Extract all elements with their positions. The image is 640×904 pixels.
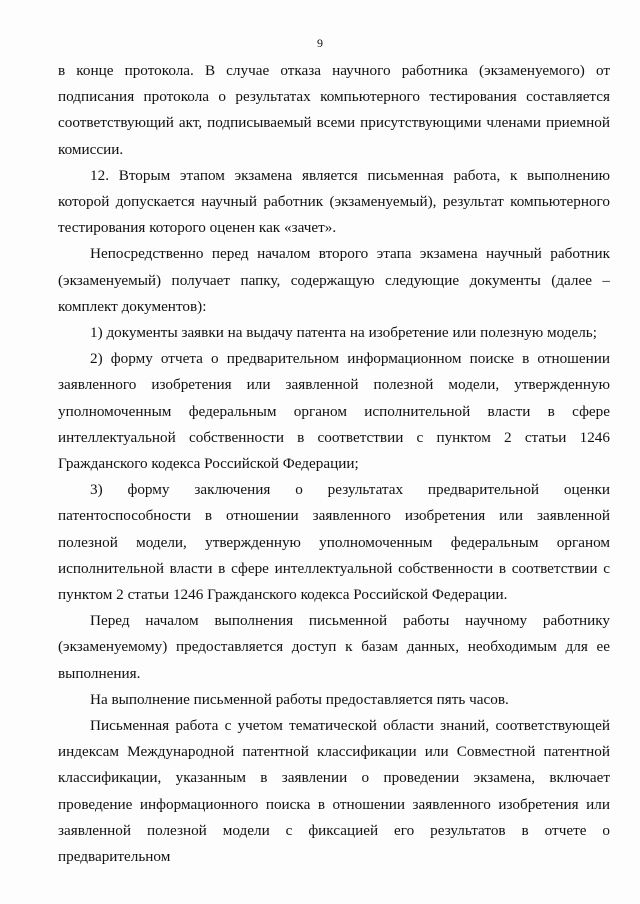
paragraph-written-work: Письменная работа с учетом тематической области знаний, соответствующей индексам Международной патентной классификации или Совместной патентной классификации, указанным в заявлении о проведении экзамена, включает проведение информационного поиска в отношении заявленного изобретения или заявленной полезной модели с фиксацией его результатов в отчете о предварительном [58, 717, 610, 866]
paragraph-protocol-continuation: в конце протокола. В случае отказа научного работника (экзаменуемого) от подписания протокола о результатах компьютерного тестирования составляется соответствующий акт, подписываемый всеми присутствующими членами приемной комиссии. [58, 62, 610, 158]
paragraph-time-limit: На выполнение письменной работы предоставляется пять часов. [90, 690, 509, 708]
paragraph-list-item-1: 1) документы заявки на выдачу патента на изобретение или полезную модель; [90, 324, 597, 342]
paragraph-item-12: 12. Вторым этапом экзамена является письменная работа, к выполнению которой допускается научный работник (экзаменуемый), результат компьютерного тестирования которого оценен как «зачет». [58, 166, 610, 237]
paragraph-document-set-intro: Непосредственно перед началом второго этапа экзамена научный работник (экзаменуемый) получает папку, содержащую следующие документы (далее – комплект документов): [58, 245, 610, 315]
document-body [58, 58, 610, 870]
paragraph-list-item-3: 3) форму заключения о результатах предварительной оценки патентоспособности в отношении заявленного изобретения или заявленной полезной модели, утвержденную уполномоченным федеральным органом исполнительной власти в сфере интеллектуальной собственности в соответствии с пунктом 2 статьи 1246 Гражданского кодекса Российской Федерации. [58, 481, 610, 604]
paragraph-database-access: Перед началом выполнения письменной работы научному работнику (экзаменуемому) предоставляется доступ к базам данных, необходимым для ее выполнения. [58, 612, 610, 682]
paragraph-list-item-2: 2) форму отчета о предварительном информационном поиске в отношении заявленного изобретения или заявленной полезной модели, утвержденную уполномоченным федеральным органом исполнительной власти в сфере интеллектуальной собственности в соответствии с пунктом 2 статьи 1246 Гражданского кодекса Российской Федерации; [58, 350, 610, 473]
page-number: 9 [317, 36, 323, 50]
